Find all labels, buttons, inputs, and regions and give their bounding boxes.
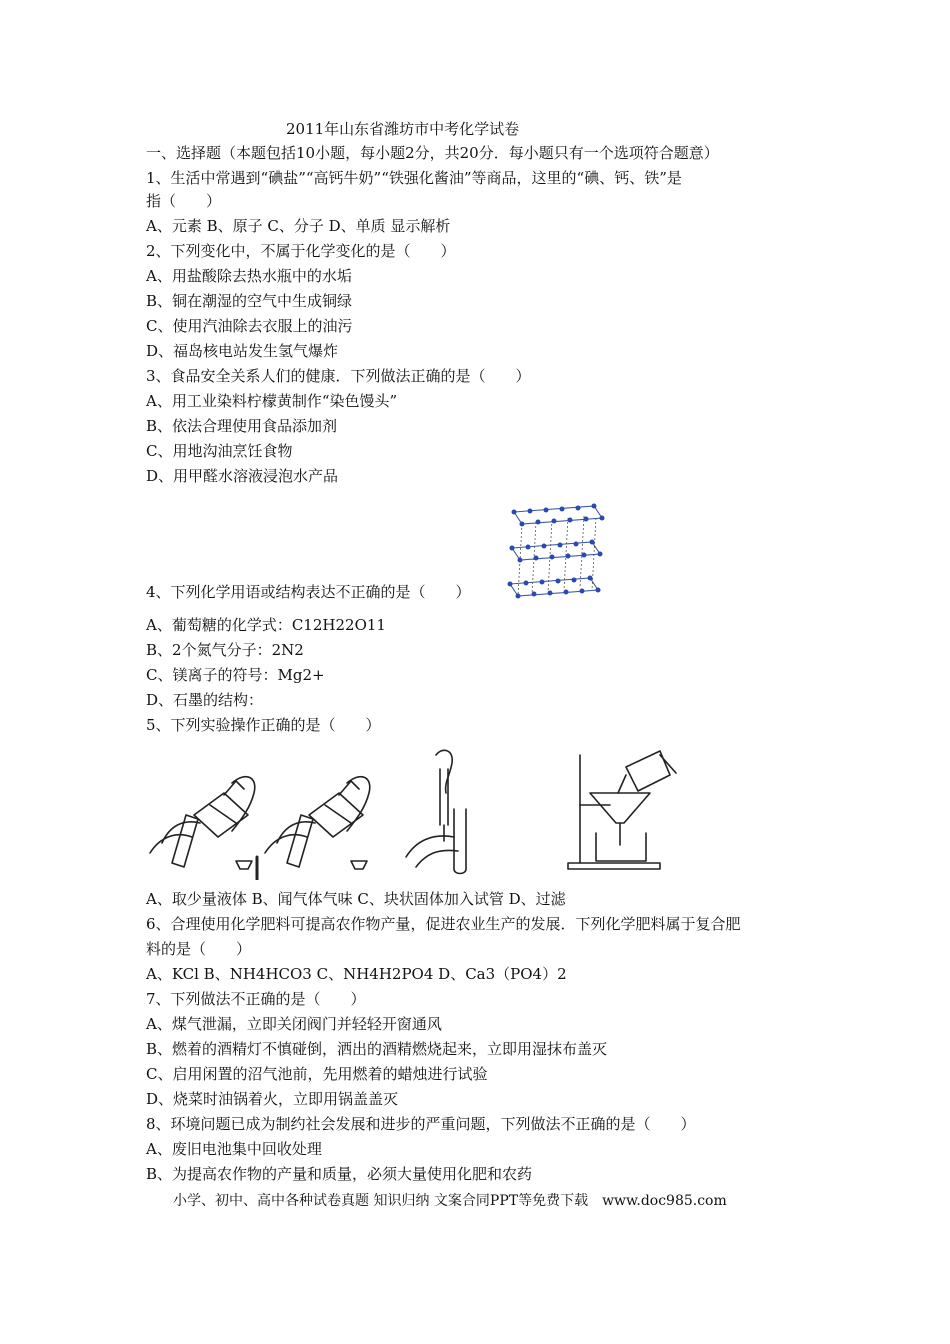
q7-option-c: C、启用闲置的沼气池前，先用燃着的蜡烛进行试验 [146, 1065, 488, 1083]
q7-option-a: A、煤气泄漏，立即关闭阀门并轻轻开窗通风 [146, 1015, 442, 1033]
q3-option-d: D、用甲醛水溶液浸泡水产品 [146, 467, 339, 485]
pouring-liquid-illustration [150, 777, 255, 869]
q8-option-a: A、废旧电池集中回收处理 [146, 1140, 322, 1158]
q2-option-c: C、使用汽油除去衣服上的油污 [146, 317, 353, 335]
q3-option-c: C、用地沟油烹饪食物 [146, 442, 293, 460]
q7-option-b: B、燃着的酒精灯不慎碰倒，洒出的酒精燃烧起来，立即用湿抹布盖灭 [146, 1040, 608, 1058]
q4-stem: 4、下列化学用语或结构表达不正确的是（ ） [146, 583, 471, 601]
q4-option-a: A、葡萄糖的化学式：C12H22O11 [146, 616, 386, 634]
q1-stem-line2: 指（ ） [146, 192, 222, 210]
lab-operations-figure [140, 745, 680, 880]
q8-option-b: B、为提高农作物的产量和质量，必须大量使用化肥和农药 [146, 1165, 533, 1183]
q3-option-a: A、用工业染料柠檬黄制作“染色馒头” [146, 392, 398, 410]
q6-options: A、KCl B、NH4HCO3 C、NH4H2PO4 D、Ca3（PO4）2 [146, 965, 567, 983]
q1-stem-line1: 1、生活中常遇到“碘盐”“高钙牛奶”“铁强化酱油”等商品，这里的“碘、钙、铁”是 [146, 169, 682, 187]
q5-stem: 5、下列实验操作正确的是（ ） [146, 716, 381, 734]
graphite-structure-figure [506, 500, 606, 600]
q6-stem-line2: 料的是（ ） [146, 940, 252, 958]
q2-option-a: A、用盐酸除去热水瓶中的水垢 [146, 267, 352, 285]
q8-stem: 8、环境问题已成为制约社会发展和进步的严重问题，下列做法不正确的是（ ） [146, 1115, 696, 1133]
q7-option-d: D、烧菜时油锅着火，立即用锅盖盖灭 [146, 1090, 399, 1108]
page-footer: 小学、初中、高中各种试卷真题 知识归纳 文案合同PPT等免费下载 www.doc985.com [173, 1193, 727, 1209]
q4-option-b: B、2个氮气分子：2N2 [146, 641, 304, 659]
q2-option-b: B、铜在潮湿的空气中生成铜绿 [146, 292, 353, 310]
page-title: 2011年山东省潍坊市中考化学试卷 [286, 120, 520, 138]
q3-stem: 3、食品安全关系人们的健康．下列做法正确的是（ ） [146, 367, 531, 385]
q2-option-d: D、福岛核电站发生氢气爆炸 [146, 342, 339, 360]
q7-stem: 7、下列做法不正确的是（ ） [146, 990, 366, 1008]
test-tube-dropper-illustration [406, 750, 466, 873]
q4-option-c: C、镁离子的符号：Mg2+ [146, 666, 325, 684]
q6-stem-line1: 6、合理使用化学肥料可提高农作物产量，促进农业生产的发展．下列化学肥料属于复合肥 [146, 915, 741, 933]
q2-stem: 2、下列变化中，不属于化学变化的是（ ） [146, 242, 456, 260]
q4-option-d: D、石墨的结构： [146, 691, 264, 709]
q1-options: A、元素 B、原子 C、分子 D、单质 显示解析 [146, 217, 451, 235]
q3-option-b: B、依法合理使用食品添加剂 [146, 417, 338, 435]
section-heading: 一、选择题（本题包括10小题，每小题2分，共20分．每小题只有一个选项符合题意） [146, 144, 719, 162]
pouring-liquid-illustration-b [265, 777, 370, 869]
filtration-apparatus-illustration [568, 751, 676, 869]
q5-options: A、取少量液体 B、闻气体气味 C、块状固体加入试管 D、过滤 [146, 890, 566, 908]
